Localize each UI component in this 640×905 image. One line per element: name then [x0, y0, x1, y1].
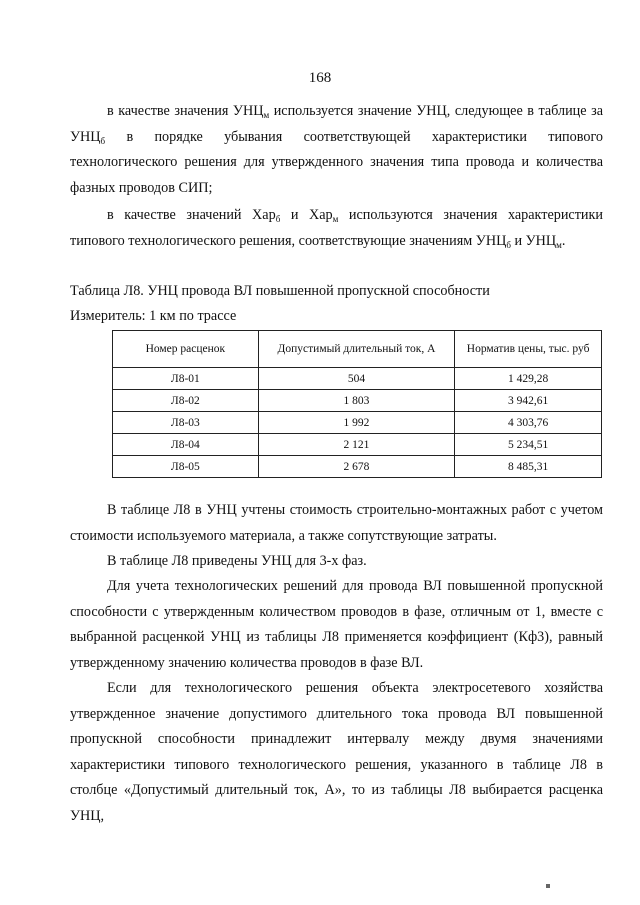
table-header-row	[113, 331, 602, 368]
table-row	[113, 390, 602, 412]
table-cell: 2 678	[258, 456, 455, 478]
table-row	[113, 412, 602, 434]
table-cell: Л8-02	[113, 390, 259, 412]
subscript: б	[275, 214, 281, 224]
table-cell: Л8-01	[113, 368, 259, 390]
table-cell: 1 429,28	[455, 368, 602, 390]
column-header: Номер расценок	[113, 331, 259, 368]
scan-dot	[546, 884, 550, 888]
paragraph-phases: В таблице Л8 приведены УНЦ для 3-х фаз.	[107, 553, 367, 569]
text-fragment: в порядке убывания соответствующей характеристики типового технологического решения для утвержденного значения типа провода и количества фазных проводов СИП;	[70, 128, 603, 196]
column-header: Допустимый длительный ток, А	[258, 331, 455, 368]
text-fragment: и Хар	[280, 207, 333, 223]
text-fragment: используются значения характеристики типового технологического решения, соответствующие значениям УНЦ	[70, 207, 604, 249]
paragraph-costs: В таблице Л8 в УНЦ учтены стоимость строительно-монтажных работ с учетом стоимости используемого материала, а также сопутствующие затраты.	[70, 502, 603, 544]
page-number: 168	[308, 70, 332, 86]
table-cell: Л8-05	[113, 456, 259, 478]
paragraph-interval: Если для технологического решения объекта электросетевого хозяйства утвержденное значение допустимого длительного тока провода ВЛ повышенной пропускной способности принадлежит интервалу между двумя значениями характеристики типового технологического решения, указанного в таблице Л8 в столбце «Допустимый длительный ток, А», то из таблицы Л8 выбирается расценка УНЦ,	[70, 680, 603, 824]
text-fragment: и УНЦ	[510, 232, 557, 249]
text-fragment: в качестве значения УНЦ	[107, 103, 264, 119]
subscript: м	[556, 239, 562, 250]
price-table	[112, 330, 602, 478]
table-cell: 8 485,31	[455, 456, 602, 478]
table-cell: Л8-03	[113, 412, 259, 434]
subscript: б	[506, 239, 511, 250]
table-caption: Таблица Л8. УНЦ провода ВЛ повышенной пропускной способности	[70, 283, 490, 299]
paragraph-coefficient: Для учета технологических решений для провода ВЛ повышенной пропускной способности с утвержденным количеством проводов в фазе, отличным от 1, вместе с выбранной расценкой УНЦ из таблицы Л8 применяется коэффициент (Кф3), равный утвержденному значению количества проводов в фазе ВЛ.	[70, 578, 603, 671]
table-cell: Л8-04	[113, 434, 259, 456]
paragraph-unc-m	[70, 99, 603, 201]
subscript: б	[100, 135, 106, 146]
table-cell: 1 992	[258, 412, 455, 434]
subscript: м	[332, 214, 339, 224]
table-row	[113, 368, 602, 390]
text-fragment: .	[561, 232, 566, 249]
paragraph-har	[70, 203, 603, 254]
table-cell: 4 303,76	[455, 412, 602, 434]
table-row	[113, 456, 602, 478]
table-cell: 5 234,51	[455, 434, 602, 456]
table-cell: 2 121	[258, 434, 455, 456]
table-row	[113, 434, 602, 456]
text-fragment: в качестве значений Хар	[107, 207, 276, 223]
column-header: Норматив цены, тыс. руб	[455, 331, 602, 368]
table-cell: 3 942,61	[455, 390, 602, 412]
subscript: м	[263, 110, 270, 120]
table-cell: 1 803	[258, 390, 455, 412]
table-unit: Измеритель: 1 км по трассе	[70, 308, 237, 324]
table-cell: 504	[258, 368, 455, 390]
text-fragment: используется значение УНЦ, следующее в таблице за УНЦ	[70, 103, 603, 145]
